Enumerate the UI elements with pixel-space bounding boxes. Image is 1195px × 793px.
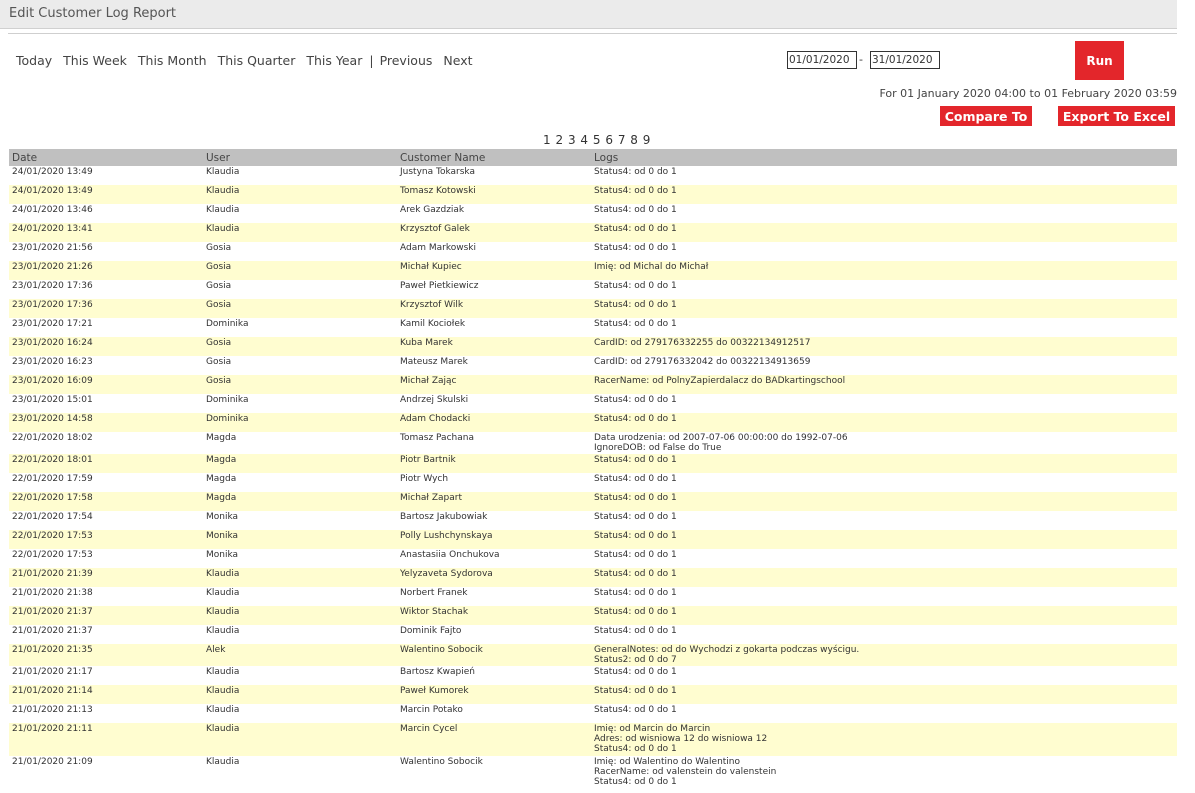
cell-customer-name: Norbert Franek — [400, 588, 468, 598]
page-link[interactable]: 4 — [580, 133, 589, 147]
cell-logs — [594, 724, 767, 754]
cell-customer-name: Bartosz Kwapień — [400, 667, 475, 677]
cell-logs — [594, 167, 677, 177]
table-header — [9, 149, 1177, 166]
cell-user: Magda — [206, 455, 237, 465]
cell-logs — [594, 474, 677, 484]
table-row[interactable] — [9, 492, 1177, 511]
log-entry: Status4: od 0 do 1 — [594, 531, 677, 541]
cell-logs — [594, 395, 677, 405]
cell-user: Klaudia — [206, 757, 240, 767]
log-entry: Status4: od 0 do 1 — [594, 224, 677, 234]
cell-logs — [594, 493, 677, 503]
table-row[interactable] — [9, 666, 1177, 685]
cell-customer-name: Michał Zapart — [400, 493, 462, 503]
log-entry: RacerName: od valenstein do valenstein — [594, 767, 777, 777]
cell-user: Gosia — [206, 338, 232, 348]
table-row[interactable] — [9, 261, 1177, 280]
cell-date: 23/01/2020 17:21 — [12, 319, 93, 329]
period-previous-link[interactable]: Previous — [379, 53, 433, 68]
table-row[interactable] — [9, 413, 1177, 432]
cell-logs — [594, 550, 677, 560]
cell-date: 23/01/2020 21:26 — [12, 262, 93, 272]
period-this-month-link[interactable]: This Month — [137, 53, 207, 68]
cell-logs — [594, 588, 677, 598]
cell-logs — [594, 300, 677, 310]
log-entry: Status4: od 0 do 1 — [594, 493, 677, 503]
log-entry: Status4: od 0 do 1 — [594, 588, 677, 598]
cell-logs — [594, 686, 677, 696]
page-title: Edit Customer Log Report — [9, 6, 177, 21]
table-row[interactable] — [9, 318, 1177, 337]
cell-logs — [594, 224, 677, 234]
cell-user: Klaudia — [206, 224, 240, 234]
cell-customer-name: Marcin Cycel — [400, 724, 458, 734]
log-entry: CardID: od 279176332255 do 00322134912517 — [594, 338, 811, 348]
cell-user: Dominika — [206, 414, 249, 424]
cell-user: Magda — [206, 493, 237, 503]
cell-logs — [594, 626, 677, 636]
log-entry: Status4: od 0 do 1 — [594, 607, 677, 617]
log-entry: Status4: od 0 do 1 — [594, 186, 677, 196]
cell-logs — [594, 667, 677, 677]
date-range-dash: - — [859, 53, 863, 66]
cell-logs — [594, 243, 677, 253]
cell-logs — [594, 433, 848, 453]
period-this-year-link[interactable]: This Year — [306, 53, 363, 68]
table-row[interactable] — [9, 685, 1177, 704]
period-this-quarter-link[interactable]: This Quarter — [217, 53, 296, 68]
cell-user: Klaudia — [206, 569, 240, 579]
cell-date: 21/01/2020 21:09 — [12, 757, 93, 767]
export-to-excel-button[interactable]: Export To Excel — [1058, 106, 1175, 126]
page-link[interactable]: 6 — [605, 133, 613, 147]
log-entry: Status4: od 0 do 1 — [594, 550, 677, 560]
cell-customer-name: Adam Markowski — [400, 243, 476, 253]
cell-customer-name: Yelyzaveta Sydorova — [400, 569, 493, 579]
cell-date: 21/01/2020 21:37 — [12, 626, 93, 636]
table-row[interactable] — [9, 568, 1177, 587]
cell-user: Gosia — [206, 376, 232, 386]
cell-date: 21/01/2020 21:39 — [12, 569, 93, 579]
table-row[interactable] — [9, 166, 1177, 185]
log-entry: Status4: od 0 do 1 — [594, 474, 677, 484]
cell-date: 23/01/2020 17:36 — [12, 281, 93, 291]
table-row[interactable] — [9, 356, 1177, 375]
cell-user: Gosia — [206, 281, 232, 291]
cell-customer-name: Arek Gazdziak — [400, 205, 465, 215]
cell-date: 23/01/2020 16:24 — [12, 338, 93, 348]
cell-logs — [594, 414, 677, 424]
pagination — [543, 133, 651, 147]
cell-date: 22/01/2020 17:54 — [12, 512, 93, 522]
cell-user: Monika — [206, 531, 239, 541]
cell-user: Gosia — [206, 262, 232, 272]
cell-customer-name: Adam Chodacki — [400, 414, 471, 424]
cell-user: Klaudia — [206, 724, 240, 734]
title-bar — [0, 0, 1177, 29]
cell-user: Magda — [206, 474, 237, 484]
cell-logs — [594, 757, 776, 787]
cell-date: 24/01/2020 13:46 — [12, 205, 93, 215]
cell-date: 21/01/2020 21:17 — [12, 667, 93, 677]
cell-user: Monika — [206, 512, 239, 522]
period-separator: | — [369, 53, 374, 68]
table-row[interactable] — [9, 549, 1177, 568]
cell-logs — [594, 281, 677, 291]
log-entry: Imię: od Walentino do Walentino — [594, 757, 741, 767]
cell-date: 21/01/2020 21:37 — [12, 607, 93, 617]
cell-user: Alek — [206, 645, 226, 655]
cell-customer-name: Walentino Sobocik — [400, 757, 483, 767]
cell-customer-name: Polly Lushchynskaya — [400, 531, 493, 541]
cell-logs — [594, 205, 677, 215]
cell-customer-name: Justyna Tokarska — [400, 167, 475, 177]
cell-user: Klaudia — [206, 205, 240, 215]
cell-user: Klaudia — [206, 167, 240, 177]
log-entry: Status4: od 0 do 1 — [594, 281, 677, 291]
log-entry: Status4: od 0 do 1 — [594, 300, 677, 310]
cell-customer-name: Andrzej Skulski — [400, 395, 469, 405]
cell-customer-name: Walentino Sobocik — [400, 645, 483, 655]
page-link[interactable]: 2 — [555, 133, 564, 147]
cell-user: Klaudia — [206, 588, 240, 598]
table-row[interactable] — [9, 299, 1177, 318]
cell-date: 23/01/2020 14:58 — [12, 414, 93, 424]
page-link[interactable]: 8 — [630, 133, 638, 147]
log-entry: Status4: od 0 do 1 — [594, 414, 677, 424]
table-row[interactable] — [9, 511, 1177, 530]
cell-date: 24/01/2020 13:49 — [12, 186, 93, 196]
cell-date: 24/01/2020 13:49 — [12, 167, 93, 177]
table-row[interactable] — [9, 394, 1177, 413]
cell-logs — [594, 262, 708, 272]
table-row[interactable] — [9, 242, 1177, 261]
table-row[interactable] — [9, 375, 1177, 394]
log-entry: Data urodzenia: od 2007-07-06 00:00:00 do 1992-07-06 — [594, 433, 848, 443]
cell-logs — [594, 705, 677, 715]
cell-user: Monika — [206, 550, 239, 560]
cell-logs — [594, 338, 810, 348]
log-entry: GeneralNotes: od do Wychodzi z gokarta podczas wyścigu. — [594, 645, 860, 655]
cell-user: Gosia — [206, 300, 232, 310]
period-this-week-link[interactable]: This Week — [63, 53, 127, 68]
table-row[interactable] — [9, 723, 1177, 756]
table-row[interactable] — [9, 204, 1177, 223]
cell-customer-name: Michał Kupiec — [400, 262, 462, 272]
log-entry: Imię: od Marcin do Marcin — [594, 724, 711, 734]
cell-date: 21/01/2020 21:11 — [12, 724, 93, 734]
table-row[interactable] — [9, 280, 1177, 299]
log-entry: Status4: od 0 do 1 — [594, 512, 677, 522]
cell-user: Klaudia — [206, 705, 240, 715]
cell-date: 22/01/2020 17:53 — [12, 550, 93, 560]
cell-customer-name: Dominik Fajto — [400, 626, 462, 636]
table-row[interactable] — [9, 454, 1177, 473]
cell-customer-name: Michał Zając — [400, 376, 457, 386]
column-header-date[interactable]: Date — [12, 152, 38, 164]
cell-logs — [594, 569, 677, 579]
page-link[interactable]: 5 — [592, 133, 601, 147]
column-header-customer-name[interactable]: Customer Name — [400, 152, 486, 164]
cell-customer-name: Anastasiia Onchukova — [400, 550, 500, 560]
title-divider — [8, 33, 1177, 34]
cell-user: Klaudia — [206, 186, 240, 196]
cell-customer-name: Kuba Marek — [400, 338, 453, 348]
page-link[interactable]: 3 — [567, 133, 576, 147]
table-row[interactable] — [9, 644, 1177, 666]
log-entry: Status4: od 0 do 1 — [594, 395, 677, 405]
log-entry: Status4: od 0 do 1 — [594, 777, 677, 787]
cell-customer-name: Tomasz Kotowski — [400, 186, 476, 196]
cell-customer-name: Paweł Pietkiewicz — [400, 281, 479, 291]
table-row[interactable] — [9, 530, 1177, 549]
log-entry: Status4: od 0 do 1 — [594, 626, 677, 636]
cell-user: Klaudia — [206, 686, 240, 696]
table-row[interactable] — [9, 473, 1177, 492]
run-button[interactable]: Run — [1075, 41, 1124, 80]
cell-date: 21/01/2020 21:13 — [12, 705, 93, 715]
period-nav — [16, 53, 480, 68]
cell-customer-name: Paweł Kumorek — [400, 686, 469, 696]
cell-user: Magda — [206, 433, 237, 443]
cell-date: 23/01/2020 16:09 — [12, 376, 93, 386]
table-row[interactable] — [9, 625, 1177, 644]
cell-customer-name: Krzysztof Galek — [400, 224, 470, 234]
cell-customer-name: Piotr Bartnik — [400, 455, 456, 465]
table-row[interactable] — [9, 606, 1177, 625]
date-from-input[interactable] — [787, 51, 857, 69]
log-entry: IgnoreDOB: od False do True — [594, 443, 722, 453]
log-entry: Adres: od wisniowa 12 do wisniowa 12 — [594, 734, 768, 744]
cell-date: 22/01/2020 17:53 — [12, 531, 93, 541]
table-row[interactable] — [9, 223, 1177, 242]
table-row[interactable] — [9, 756, 1177, 789]
cell-customer-name: Piotr Wych — [400, 474, 449, 484]
cell-logs — [594, 531, 677, 541]
log-entry: Status4: od 0 do 1 — [594, 744, 677, 754]
cell-user: Klaudia — [206, 607, 240, 617]
cell-date: 23/01/2020 21:56 — [12, 243, 93, 253]
period-next-link[interactable]: Next — [443, 53, 473, 68]
cell-logs — [594, 357, 810, 367]
cell-logs — [594, 645, 859, 665]
cell-customer-name: Kamil Kociołek — [400, 319, 466, 329]
cell-customer-name: Mateusz Marek — [400, 357, 468, 367]
column-header-logs[interactable]: Logs — [594, 152, 619, 164]
page-link[interactable]: 7 — [617, 133, 626, 147]
log-entry: Status4: od 0 do 1 — [594, 167, 677, 177]
cell-customer-name: Wiktor Stachak — [400, 607, 469, 617]
log-entry: Status4: od 0 do 1 — [594, 319, 677, 329]
page-link[interactable]: 9 — [642, 133, 651, 147]
cell-user: Klaudia — [206, 626, 240, 636]
customer-log-table — [9, 149, 1177, 789]
log-entry: RacerName: od PolnyZapierdalacz do BADkartingschool — [594, 376, 846, 386]
cell-date: 22/01/2020 17:59 — [12, 474, 93, 484]
page-link[interactable]: 1 — [543, 133, 551, 147]
date-range-summary: For 01 January 2020 04:00 to 01 February 2020 03:59 — [879, 87, 1177, 100]
cell-date: 22/01/2020 18:02 — [12, 433, 93, 443]
cell-user: Gosia — [206, 357, 232, 367]
cell-customer-name: Krzysztof Wilk — [400, 300, 464, 310]
cell-date: 22/01/2020 17:58 — [12, 493, 93, 503]
cell-date: 24/01/2020 13:41 — [12, 224, 93, 234]
cell-logs — [594, 455, 677, 465]
cell-logs — [594, 607, 677, 617]
cell-customer-name: Bartosz Jakubowiak — [400, 512, 488, 522]
log-entry: Status2: od 0 do 7 — [594, 655, 677, 665]
cell-date: 22/01/2020 18:01 — [12, 455, 93, 465]
period-today-link[interactable]: Today — [16, 53, 53, 68]
cell-logs — [594, 512, 677, 522]
table-row[interactable] — [9, 185, 1177, 204]
cell-user: Klaudia — [206, 667, 240, 677]
cell-logs — [594, 376, 845, 386]
table-row[interactable] — [9, 587, 1177, 606]
log-entry: Status4: od 0 do 1 — [594, 243, 677, 253]
cell-logs — [594, 319, 677, 329]
cell-user: Dominika — [206, 319, 249, 329]
cell-customer-name: Marcin Potako — [400, 705, 463, 715]
log-entry: Imię: od Michal do Michał — [594, 262, 709, 272]
log-entry: Status4: od 0 do 1 — [594, 569, 677, 579]
log-entry: Status4: od 0 do 1 — [594, 455, 677, 465]
table-body — [9, 166, 1177, 789]
log-entry: Status4: od 0 do 1 — [594, 667, 677, 677]
table-row[interactable] — [9, 704, 1177, 723]
log-entry: Status4: od 0 do 1 — [594, 705, 677, 715]
column-header-user[interactable]: User — [206, 152, 230, 164]
cell-date: 23/01/2020 17:36 — [12, 300, 93, 310]
log-entry: Status4: od 0 do 1 — [594, 205, 677, 215]
cell-date: 21/01/2020 21:14 — [12, 686, 93, 696]
cell-user: Gosia — [206, 243, 232, 253]
cell-logs — [594, 186, 677, 196]
cell-date: 21/01/2020 21:35 — [12, 645, 93, 655]
cell-customer-name: Tomasz Pachana — [400, 433, 474, 443]
table-row[interactable] — [9, 432, 1177, 454]
log-entry: CardID: od 279176332042 do 00322134913659 — [594, 357, 811, 367]
table-row[interactable] — [9, 337, 1177, 356]
cell-date: 23/01/2020 15:01 — [12, 395, 93, 405]
cell-date: 23/01/2020 16:23 — [12, 357, 93, 367]
compare-to-button[interactable]: Compare To — [940, 106, 1032, 126]
cell-date: 21/01/2020 21:38 — [12, 588, 93, 598]
date-to-input[interactable] — [870, 51, 940, 69]
log-entry: Status4: od 0 do 1 — [594, 686, 677, 696]
cell-user: Dominika — [206, 395, 249, 405]
